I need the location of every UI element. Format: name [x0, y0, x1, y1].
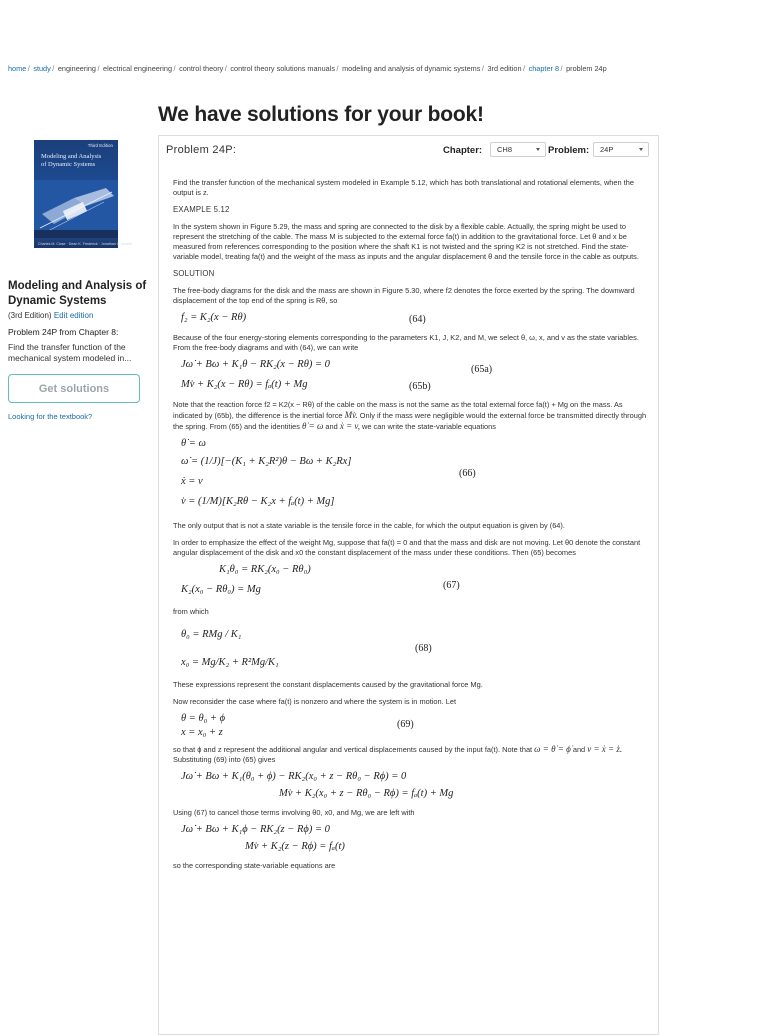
cover-satellite-art — [34, 180, 118, 238]
problem-panel — [158, 135, 659, 1035]
equation-67 — [173, 565, 647, 607]
equation-64 — [173, 313, 647, 333]
breadcrumb-separator: / — [523, 64, 526, 73]
inline-math: Mv̇. — [344, 410, 358, 420]
solution-paragraph — [173, 744, 647, 765]
breadcrumb-electrical-engineering[interactable]: electrical engineering — [103, 64, 173, 73]
breadcrumb-separator: / — [27, 64, 30, 73]
chevron-down-icon — [639, 148, 643, 151]
equation-line: θ̇ = ω — [181, 438, 206, 449]
breadcrumb-current: problem 24p — [566, 64, 607, 73]
breadcrumb-separator: / — [173, 64, 176, 73]
edit-edition-link[interactable]: Edit edition — [53, 311, 94, 320]
equation-line: Mv̇ + K₂(x − Rθ) = fₐ(t) + Mg — [181, 379, 308, 390]
solution-paragraph — [173, 400, 647, 432]
equation-line: Jω̇ + Bω + K₁ϕ − RK₂(z − Rϕ) = 0 — [181, 824, 330, 835]
breadcrumb — [8, 64, 768, 73]
cover-authors: Charles M. Close · Dean K. Frederick · Jonathan C. Newell — [38, 242, 133, 246]
breadcrumb-chapter[interactable]: chapter 8 — [528, 64, 560, 73]
chevron-down-icon — [536, 148, 540, 151]
equation-68 — [173, 624, 647, 680]
equation-number: (67) — [443, 580, 460, 591]
solution-paragraph: In order to emphasize the effect of the weight Mg, suppose that fa(t) = 0 and that the mass and disk are not moving. Let θ0 denote the constant angular displacement of the disk and x0 the constant displacement of the mass under these conditions. Then (65) becomes — [173, 538, 641, 557]
equation-line: Mv̇ + K₂(z − Rϕ) = fₐ(t) — [245, 841, 345, 852]
equation-line: v̇ = (1/M)[K₂Rθ − K₂x + fₐ(t) + Mg] — [181, 496, 335, 507]
equation-69 — [173, 714, 647, 744]
equation-number: (64) — [409, 314, 426, 325]
example-text: In the system shown in Figure 5.29, the mass and spring are connected to the disk by a flexible cable. Actually, the spring might be used to represent the stretching of the cable. The mass M is subjected to the external force fa(t) in addition to the gravitational force. Let θ and x be measured from references corresponding to the position where the shaft K1 is not twisted and the spring K2 is not stretched. Find the state-variable model, treating fa(t) and the weight of the mass as inputs and the angular displacement θ and the tensile force in the cable as outputs. — [173, 222, 639, 261]
equation-line: ẋ = v — [181, 476, 203, 487]
equation-line: K₁θ₀ = RK₂(x₀ − Rθ₀) — [219, 564, 311, 575]
equation-line: K₂(x₀ − Rθ₀) = Mg — [181, 584, 261, 595]
book-sidebar — [8, 140, 148, 421]
problem-from: Problem 24P from Chapter 8: — [8, 327, 119, 337]
equation-number: (65b) — [409, 381, 431, 392]
chapter-select[interactable] — [490, 142, 546, 157]
breadcrumb-book[interactable]: modeling and analysis of dynamic systems — [342, 64, 481, 73]
cover-title — [41, 153, 101, 169]
inline-math: θ̇ = ω — [302, 421, 324, 431]
equation-line: θ = θ₀ + ϕ — [181, 713, 226, 724]
solution-paragraph: The only output that is not a state variable is the tensile force in the cable, for which the output equation is given by (64). — [173, 521, 565, 530]
equation-number: (66) — [459, 468, 476, 479]
book-cover[interactable] — [34, 140, 133, 248]
text-segment: and — [572, 745, 586, 754]
equation-number: (65a) — [471, 364, 493, 375]
text-segment: Note that the reaction force f2 = K2(x − Rθ) of the cable on the mass is not the same as the total external force fa(t) + Mg on the mass. As indicated by (65b), the difference is the inertial force — [173, 400, 623, 420]
solution-paragraph: Now reconsider the case where fa(t) is nonzero and where the system is in motion. Let — [173, 697, 457, 706]
breadcrumb-separator: / — [224, 64, 227, 73]
breadcrumb-separator: / — [481, 64, 484, 73]
page-title: We have solutions for your book! — [158, 103, 484, 126]
breadcrumb-edition[interactable]: 3rd edition — [487, 64, 522, 73]
looking-for-textbook-link[interactable]: Looking for the textbook? — [8, 412, 93, 421]
cover-title-line: Modeling and Analysis — [41, 153, 102, 160]
cover-edition: Third Edition — [87, 143, 113, 148]
breadcrumb-study[interactable]: study — [33, 64, 51, 73]
edition-label: (3rd Edition) — [8, 311, 52, 320]
text-segment: Substituting (69) into (65) gives — [173, 755, 276, 764]
equation-line: ω̇ = (1/J)[−(K₁ + K₂R²)θ − Bω + K₂Rx] — [181, 456, 352, 467]
inline-math: v = ẋ = ż. — [587, 744, 623, 754]
breadcrumb-separator: / — [336, 64, 339, 73]
book-edition — [8, 311, 148, 320]
solution-paragraph: so the corresponding state-variable equations are — [173, 861, 336, 870]
example-heading: EXAMPLE 5.12 — [173, 205, 230, 214]
solution-paragraph: Because of the four energy-storing elements corresponding to the parameters K1, J, K2, and M, we select θ, ω, x, and v as the state variables. From the free-body diagrams and with (64), we can write — [173, 333, 639, 352]
book-title: Modeling and Analysis of Dynamic Systems — [8, 280, 147, 307]
equation-line: θ₀ = RMg / K₁ — [181, 629, 242, 640]
inline-math: ω = θ̇ = ϕ̇ — [534, 744, 571, 754]
equation-line: x = x₀ + z — [181, 727, 223, 738]
text-segment: we can write the state-variable equations — [362, 422, 496, 431]
problem-heading: Problem 24P: — [166, 144, 237, 156]
problem-snippet: Find the transfer function of the mechanical system modeled in... — [8, 342, 132, 363]
problem-select-value: 24P — [600, 145, 614, 154]
equation-line: Jω̇ + Bω + K₁θ − RK₂(x − Rθ) = 0 — [181, 359, 330, 370]
equation-66 — [173, 439, 647, 521]
inline-math: ẋ = v, — [339, 421, 360, 431]
solution-paragraph: These expressions represent the constant displacements caused by the gravitational force Mg. — [173, 680, 483, 689]
chapter-label: Chapter: — [443, 145, 483, 156]
breadcrumb-solutions-manuals[interactable]: control theory solutions manuals — [230, 64, 336, 73]
breadcrumb-control-theory[interactable]: control theory — [179, 64, 224, 73]
text-segment: Only if the mass were negligible would the external force be transmitted directly through the spring. From (65) and the identities — [173, 411, 647, 431]
equation-number: (68) — [415, 643, 432, 654]
cover-title-line: of Dynamic Systems — [41, 161, 96, 168]
breadcrumb-separator: / — [52, 64, 55, 73]
text-segment: so that ϕ and z represent the additional angular and vertical displacements caused by the input fa(t). Note that — [173, 745, 533, 754]
equation-reduced — [173, 825, 647, 861]
problem-statement: Find the transfer function of the mechanical system modeled in Example 5.12, which has both translational and rotational elements, when the output is z. — [173, 178, 634, 197]
equation-number: (69) — [397, 719, 414, 730]
breadcrumb-separator: / — [97, 64, 100, 73]
chapter-select-value: CH8 — [497, 145, 513, 154]
panel-header — [159, 136, 658, 166]
equation-line: x₀ = Mg/K₂ + R²Mg/K₁ — [181, 657, 279, 668]
solution-paragraph: Using (67) to cancel those terms involving θ0, x0, and Mg, we are left with — [173, 808, 415, 817]
equation-65 — [173, 360, 647, 400]
problem-content — [173, 178, 647, 878]
text-segment: and — [325, 422, 338, 431]
problem-select[interactable] — [593, 142, 649, 157]
solution-paragraph: The free-body diagrams for the disk and the mass are shown in Figure 5.30, where f2 denotes the force exerted by the spring. The downward displacement of the top end of the spring is Rθ, so — [173, 286, 635, 305]
solution-paragraph: from which — [173, 607, 209, 616]
equation-line: Jω̇ + Bω + K₁(θ₀ + ϕ) − RK₂(x₀ + z − Rθ₀ − Rϕ) = 0 — [181, 771, 407, 782]
solution-heading: SOLUTION — [173, 269, 215, 278]
problem-select-label: Problem: — [548, 145, 590, 156]
get-solutions-button[interactable]: Get solutions — [8, 374, 140, 403]
breadcrumb-home[interactable]: home — [8, 64, 27, 73]
breadcrumb-engineering[interactable]: engineering — [57, 64, 96, 73]
breadcrumb-separator: / — [560, 64, 563, 73]
equation-substituted — [173, 772, 647, 808]
equation-line: f₂ = K₂(x − Rθ) — [181, 312, 247, 323]
equation-line: Mv̇ + K₂(x₀ + z − Rθ₀ − Rϕ) = fₐ(t) + Mg — [279, 788, 454, 799]
